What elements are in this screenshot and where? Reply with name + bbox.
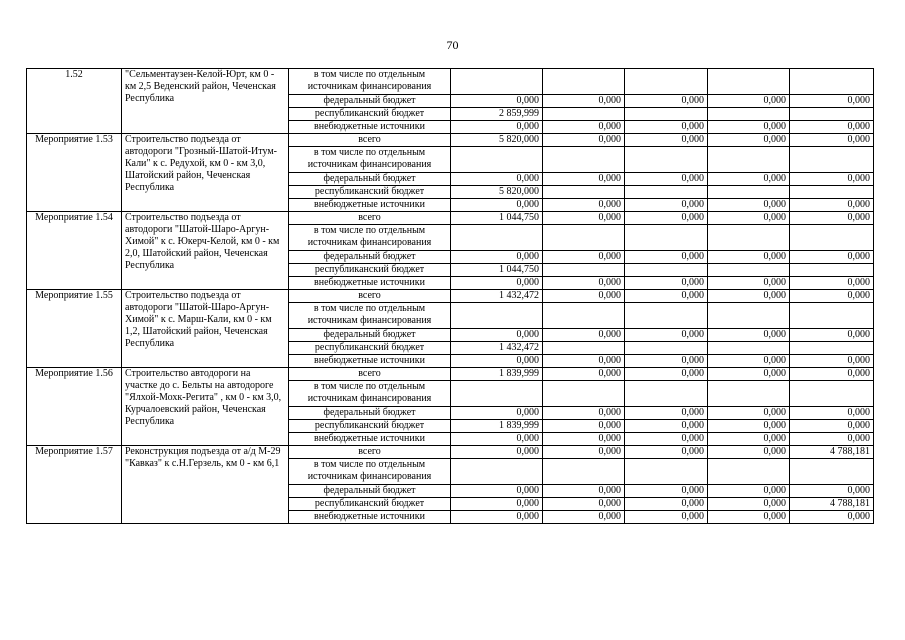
amount-cell: 0,000	[625, 95, 708, 108]
financing-table	[26, 68, 874, 524]
amount-cell: 0,000	[625, 199, 708, 212]
measure-code: 1.52	[27, 69, 122, 134]
amount-cell: 0,000	[708, 251, 790, 264]
funding-source: республиканский бюджет	[289, 498, 451, 511]
amount-cell	[625, 381, 708, 407]
amount-cell: 0,000	[451, 277, 543, 290]
funding-source: внебюджетные источники	[289, 121, 451, 134]
amount-cell: 0,000	[451, 355, 543, 368]
amount-cell: 0,000	[708, 498, 790, 511]
measure-code: Мероприятие 1.57	[27, 446, 122, 524]
amount-cell	[790, 381, 874, 407]
amount-cell: 0,000	[543, 433, 625, 446]
amount-cell	[708, 342, 790, 355]
amount-cell: 1 432,472	[451, 342, 543, 355]
amount-cell: 0,000	[625, 498, 708, 511]
amount-cell: 0,000	[543, 329, 625, 342]
amount-cell: 0,000	[708, 134, 790, 147]
amount-cell	[543, 147, 625, 173]
measure-code: Мероприятие 1.55	[27, 290, 122, 368]
measure-name: Реконструкция подъезда от а/д М-29 "Кавказ" к с.Н.Герзель, км 0 - км 6,1	[122, 446, 289, 524]
amount-cell: 0,000	[790, 199, 874, 212]
amount-cell: 1 044,750	[451, 264, 543, 277]
amount-cell: 2 859,999	[451, 108, 543, 121]
funding-source: внебюджетные источники	[289, 511, 451, 524]
amount-cell	[625, 342, 708, 355]
amount-cell: 0,000	[790, 251, 874, 264]
amount-cell: 0,000	[708, 446, 790, 459]
amount-cell	[708, 69, 790, 95]
funding-source: внебюджетные источники	[289, 199, 451, 212]
funding-source: в том числе по отдельным источникам финансирования	[289, 69, 451, 95]
amount-cell	[708, 225, 790, 251]
amount-cell: 0,000	[708, 420, 790, 433]
amount-cell: 0,000	[451, 95, 543, 108]
funding-source: всего	[289, 446, 451, 459]
amount-cell: 0,000	[790, 212, 874, 225]
amount-cell	[543, 264, 625, 277]
amount-cell: 1 839,999	[451, 368, 543, 381]
amount-cell: 0,000	[708, 121, 790, 134]
amount-cell: 0,000	[543, 290, 625, 303]
amount-cell	[708, 459, 790, 485]
funding-source: федеральный бюджет	[289, 173, 451, 186]
amount-cell: 5 820,000	[451, 186, 543, 199]
amount-cell	[451, 303, 543, 329]
table-row	[27, 134, 874, 147]
amount-cell	[790, 342, 874, 355]
amount-cell: 0,000	[625, 290, 708, 303]
amount-cell: 0,000	[708, 511, 790, 524]
amount-cell: 0,000	[625, 277, 708, 290]
amount-cell	[451, 147, 543, 173]
amount-cell: 0,000	[625, 121, 708, 134]
amount-cell: 0,000	[625, 173, 708, 186]
amount-cell: 0,000	[451, 121, 543, 134]
amount-cell: 0,000	[790, 407, 874, 420]
amount-cell: 0,000	[451, 199, 543, 212]
funding-source: республиканский бюджет	[289, 186, 451, 199]
amount-cell	[543, 225, 625, 251]
amount-cell: 0,000	[451, 485, 543, 498]
table-row	[27, 368, 874, 381]
table-row	[27, 290, 874, 303]
amount-cell: 0,000	[708, 290, 790, 303]
amount-cell: 5 820,000	[451, 134, 543, 147]
amount-cell	[625, 264, 708, 277]
funding-source: республиканский бюджет	[289, 108, 451, 121]
amount-cell: 0,000	[451, 498, 543, 511]
amount-cell: 0,000	[451, 407, 543, 420]
amount-cell	[543, 342, 625, 355]
amount-cell	[708, 186, 790, 199]
amount-cell: 0,000	[708, 199, 790, 212]
amount-cell: 0,000	[543, 498, 625, 511]
funding-source: федеральный бюджет	[289, 95, 451, 108]
funding-source: федеральный бюджет	[289, 407, 451, 420]
amount-cell	[708, 264, 790, 277]
amount-cell: 0,000	[451, 329, 543, 342]
amount-cell	[451, 69, 543, 95]
amount-cell	[625, 303, 708, 329]
amount-cell: 1 432,472	[451, 290, 543, 303]
funding-source: всего	[289, 290, 451, 303]
amount-cell: 4 788,181	[790, 446, 874, 459]
funding-source: федеральный бюджет	[289, 251, 451, 264]
amount-cell: 0,000	[625, 134, 708, 147]
amount-cell: 0,000	[625, 212, 708, 225]
amount-cell	[625, 108, 708, 121]
amount-cell: 0,000	[625, 433, 708, 446]
amount-cell	[625, 459, 708, 485]
amount-cell: 0,000	[625, 368, 708, 381]
amount-cell: 0,000	[451, 173, 543, 186]
funding-source: республиканский бюджет	[289, 420, 451, 433]
amount-cell	[790, 69, 874, 95]
table-row	[27, 69, 874, 95]
amount-cell	[790, 186, 874, 199]
amount-cell: 0,000	[625, 420, 708, 433]
amount-cell: 0,000	[451, 511, 543, 524]
amount-cell: 0,000	[543, 95, 625, 108]
table-row	[27, 446, 874, 459]
amount-cell: 0,000	[790, 485, 874, 498]
amount-cell	[543, 303, 625, 329]
amount-cell: 0,000	[543, 511, 625, 524]
funding-source: всего	[289, 212, 451, 225]
amount-cell	[451, 459, 543, 485]
amount-cell	[625, 186, 708, 199]
measure-name: "Сельментаузен-Келой-Юрт, км 0 - км 2,5 Веденский район, Чеченская Республика	[122, 69, 289, 134]
amount-cell	[543, 108, 625, 121]
amount-cell: 1 839,999	[451, 420, 543, 433]
amount-cell: 0,000	[790, 511, 874, 524]
amount-cell: 0,000	[708, 368, 790, 381]
amount-cell	[790, 264, 874, 277]
funding-source: федеральный бюджет	[289, 485, 451, 498]
amount-cell: 0,000	[708, 407, 790, 420]
amount-cell	[790, 108, 874, 121]
measure-name: Строительство подъезда от автодороги "Шатой-Шаро-Аргун-Химой" к с. Юкерч-Келой, км 0 - км 2,0, Шатойский район, Чеченская Республика	[122, 212, 289, 290]
measure-code: Мероприятие 1.53	[27, 134, 122, 212]
table-row	[27, 212, 874, 225]
amount-cell: 1 044,750	[451, 212, 543, 225]
amount-cell: 0,000	[451, 433, 543, 446]
amount-cell: 0,000	[543, 212, 625, 225]
amount-cell: 0,000	[790, 420, 874, 433]
funding-source: республиканский бюджет	[289, 342, 451, 355]
amount-cell	[708, 108, 790, 121]
amount-cell: 0,000	[708, 355, 790, 368]
amount-cell: 0,000	[708, 485, 790, 498]
measure-code: Мероприятие 1.54	[27, 212, 122, 290]
amount-cell	[543, 186, 625, 199]
amount-cell: 0,000	[543, 420, 625, 433]
measure-code: Мероприятие 1.56	[27, 368, 122, 446]
amount-cell	[543, 69, 625, 95]
amount-cell	[708, 303, 790, 329]
funding-source: федеральный бюджет	[289, 329, 451, 342]
amount-cell: 0,000	[790, 368, 874, 381]
amount-cell: 0,000	[543, 355, 625, 368]
amount-cell	[451, 225, 543, 251]
amount-cell: 0,000	[708, 212, 790, 225]
amount-cell: 0,000	[625, 485, 708, 498]
amount-cell: 0,000	[790, 329, 874, 342]
funding-source: республиканский бюджет	[289, 264, 451, 277]
amount-cell: 4 788,181	[790, 498, 874, 511]
amount-cell: 0,000	[543, 121, 625, 134]
amount-cell	[790, 303, 874, 329]
funding-source: в том числе по отдельным источникам финансирования	[289, 381, 451, 407]
amount-cell	[625, 225, 708, 251]
amount-cell: 0,000	[625, 329, 708, 342]
amount-cell: 0,000	[625, 251, 708, 264]
page-number: 70	[446, 38, 459, 52]
measure-name: Строительство подъезда от автодороги "Грозный-Шатой-Итум-Кали" к с. Редухой, км 0 - км 3,0, Шатойский район, Чеченская Республика	[122, 134, 289, 212]
amount-cell	[451, 381, 543, 407]
funding-source: в том числе по отдельным источникам финансирования	[289, 459, 451, 485]
amount-cell	[790, 147, 874, 173]
amount-cell	[790, 459, 874, 485]
measure-name: Строительство автодороги на участке до с. Бельты на автодороге "Ялхой-Мохк-Регита" , км 0 - км 3,0, Курчалоевский район, Чеченская Республика	[122, 368, 289, 446]
amount-cell: 0,000	[625, 407, 708, 420]
amount-cell: 0,000	[543, 199, 625, 212]
amount-cell	[625, 69, 708, 95]
amount-cell: 0,000	[543, 277, 625, 290]
amount-cell: 0,000	[790, 134, 874, 147]
amount-cell: 0,000	[451, 446, 543, 459]
amount-cell: 0,000	[708, 173, 790, 186]
funding-source: всего	[289, 134, 451, 147]
amount-cell: 0,000	[543, 446, 625, 459]
funding-source: в том числе по отдельным источникам финансирования	[289, 225, 451, 251]
amount-cell: 0,000	[451, 251, 543, 264]
amount-cell: 0,000	[543, 485, 625, 498]
amount-cell: 0,000	[625, 355, 708, 368]
amount-cell	[790, 225, 874, 251]
amount-cell: 0,000	[543, 251, 625, 264]
amount-cell: 0,000	[543, 407, 625, 420]
amount-cell: 0,000	[543, 134, 625, 147]
funding-source: внебюджетные источники	[289, 355, 451, 368]
amount-cell	[708, 381, 790, 407]
amount-cell: 0,000	[790, 277, 874, 290]
amount-cell: 0,000	[790, 290, 874, 303]
amount-cell: 0,000	[625, 511, 708, 524]
amount-cell: 0,000	[708, 95, 790, 108]
amount-cell: 0,000	[708, 329, 790, 342]
measure-name: Строительство подъезда от автодороги "Шатой-Шаро-Аргун-Химой" к с. Марш-Кали, км 0 - км 1,2, Шатойский район, Чеченская Республика	[122, 290, 289, 368]
amount-cell: 0,000	[708, 277, 790, 290]
funding-source: всего	[289, 368, 451, 381]
amount-cell	[625, 147, 708, 173]
amount-cell: 0,000	[708, 433, 790, 446]
amount-cell	[543, 381, 625, 407]
amount-cell: 0,000	[790, 355, 874, 368]
amount-cell: 0,000	[625, 446, 708, 459]
amount-cell	[543, 459, 625, 485]
amount-cell: 0,000	[543, 173, 625, 186]
amount-cell: 0,000	[790, 121, 874, 134]
funding-source: внебюджетные источники	[289, 433, 451, 446]
amount-cell: 0,000	[543, 368, 625, 381]
funding-source: в том числе по отдельным источникам финансирования	[289, 147, 451, 173]
funding-source: внебюджетные источники	[289, 277, 451, 290]
amount-cell: 0,000	[790, 433, 874, 446]
amount-cell: 0,000	[790, 173, 874, 186]
amount-cell	[708, 147, 790, 173]
funding-source: в том числе по отдельным источникам финансирования	[289, 303, 451, 329]
amount-cell: 0,000	[790, 95, 874, 108]
